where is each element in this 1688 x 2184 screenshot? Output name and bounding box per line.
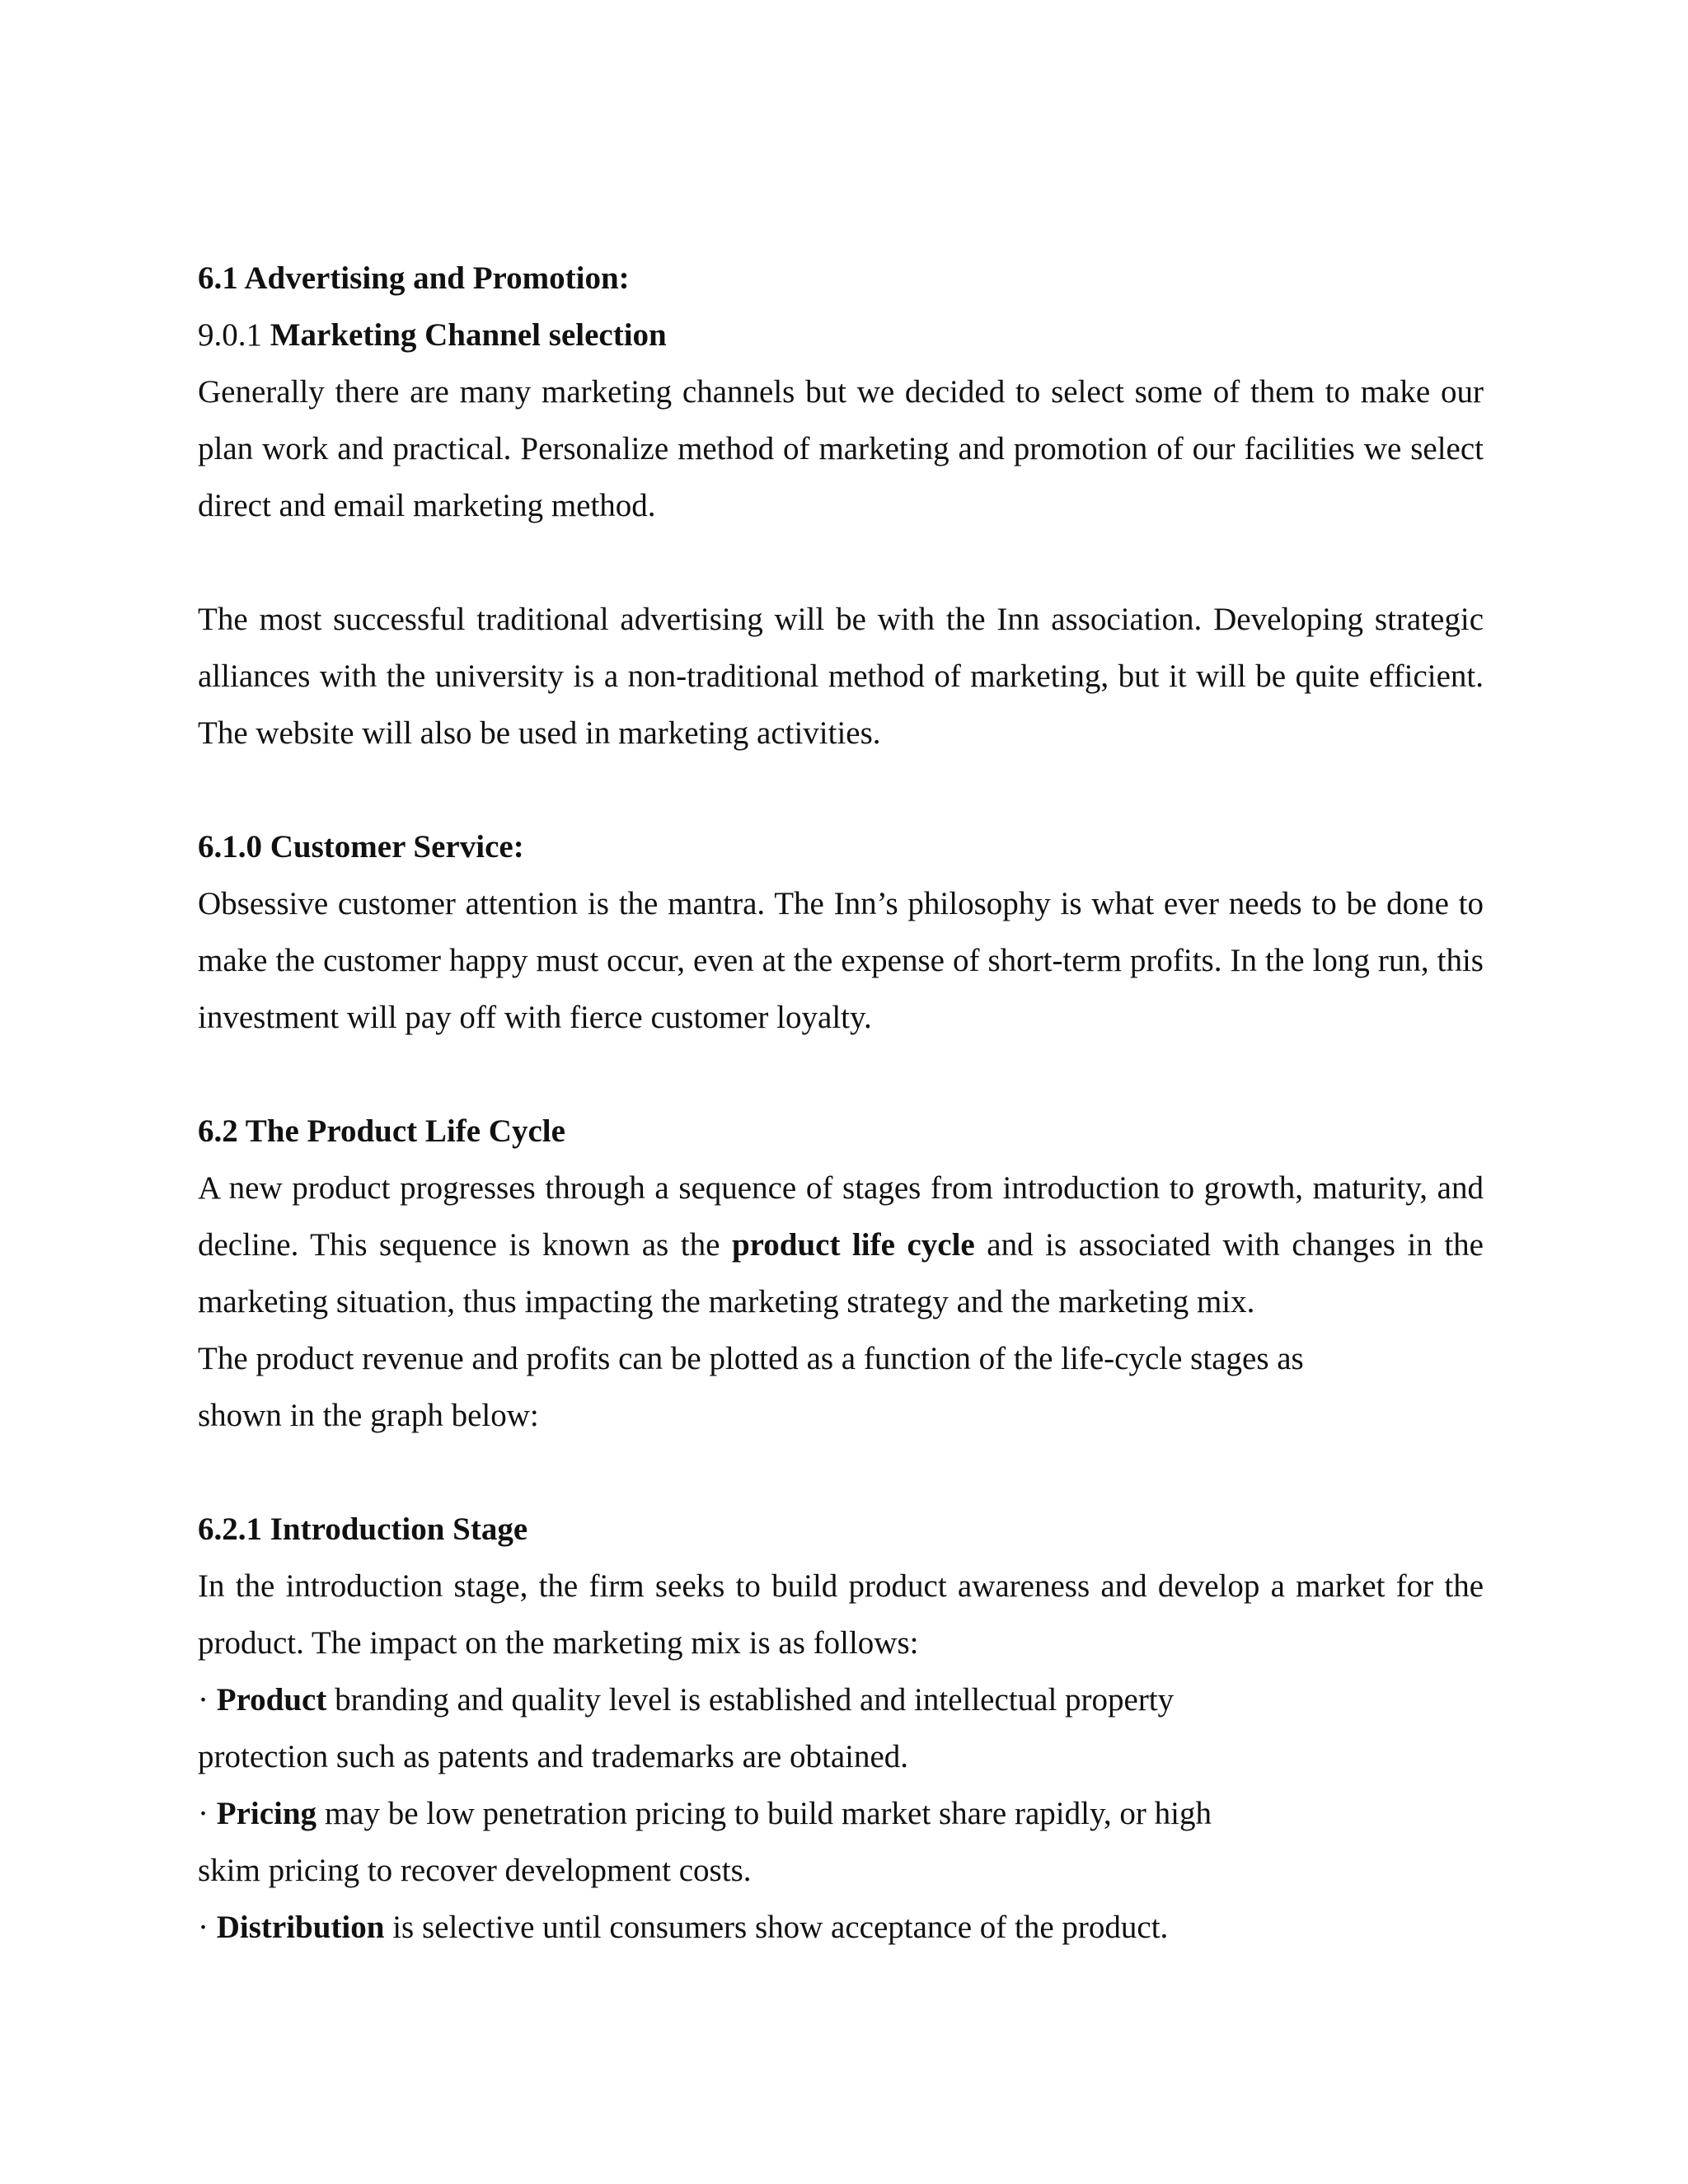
- paragraph-gap: [198, 534, 1484, 591]
- bullet-marker: ·: [198, 1796, 217, 1831]
- paragraph-marketing-channels: Generally there are many marketing channels but we decided to select some of them to make our plan work and practical. Personalize method of marketing and promotion of our facilities we select direct and email marketing method.: [198, 374, 1484, 523]
- bullet-term-distribution: Distribution: [216, 1910, 385, 1945]
- bullet-marker: ·: [198, 1682, 217, 1718]
- section-heading-6-2-1: 6.2.1 Introduction Stage: [198, 1511, 528, 1547]
- paragraph-revenue-plot-line-1: The product revenue and profits can be plotted as a function of the life-cycle stages as: [198, 1341, 1304, 1376]
- paragraph-gap: [198, 1444, 1484, 1501]
- bullet-term-pricing: Pricing: [216, 1796, 317, 1831]
- paragraph-product-life-cycle: A new product progresses through a sequence of stages from introduction to growth, maturity, and decline. This sequence is known as the product life cycle and is associated with changes in the marketing situation, thus impacting the marketing strategy and the marketing mix.: [198, 1170, 1484, 1319]
- bullet-pricing-line-1: · Pricing may be low penetration pricing to build market share rapidly, or high: [198, 1796, 1212, 1831]
- subsection-number: 9.0.1: [198, 317, 270, 353]
- term-product-life-cycle: product life cycle: [731, 1227, 975, 1263]
- paragraph-gap: [198, 1046, 1484, 1103]
- bullet-pricing-line-2: skim pricing to recover development costs.: [198, 1853, 752, 1888]
- bullet-product-line-1: · Product branding and quality level is established and intellectual property: [198, 1682, 1175, 1718]
- paragraph-customer-service: Obsessive customer attention is the mantra. The Inn’s philosophy is what ever needs to be done to make the customer happy must occur, even at the expense of short-term profits. In the long run, this investment will pay off with fierce customer loyalty.: [198, 886, 1484, 1035]
- bullet-product-line-2: protection such as patents and trademarks are obtained.: [198, 1739, 909, 1774]
- paragraph-introduction-stage: In the introduction stage, the firm seeks to build product awareness and develop a market for the product. The impact on the marketing mix is as follows:: [198, 1568, 1484, 1661]
- section-heading-6-2: 6.2 The Product Life Cycle: [198, 1113, 565, 1149]
- paragraph-gap: [198, 762, 1484, 818]
- subsection-heading-9-0-1: [198, 307, 1484, 363]
- paragraph-traditional-advertising: The most successful traditional advertising will be with the Inn association. Developing strategic alliances with the university is a non-traditional method of marketing, but it will be quite efficient. The website will also be used in marketing activities.: [198, 602, 1484, 751]
- bullet-distribution-line-1: · Distribution is selective until consumers show acceptance of the product.: [198, 1910, 1169, 1945]
- bullet-term-product: Product: [216, 1682, 327, 1718]
- section-heading-6-1: 6.1 Advertising and Promotion:: [198, 260, 630, 296]
- document-page: [198, 250, 1484, 1956]
- subsection-title: Marketing Channel selection: [270, 317, 667, 353]
- paragraph-revenue-plot-line-2: shown in the graph below:: [198, 1398, 539, 1433]
- bullet-marker: ·: [198, 1910, 217, 1945]
- section-heading-6-1-0: 6.1.0 Customer Service:: [198, 829, 524, 865]
